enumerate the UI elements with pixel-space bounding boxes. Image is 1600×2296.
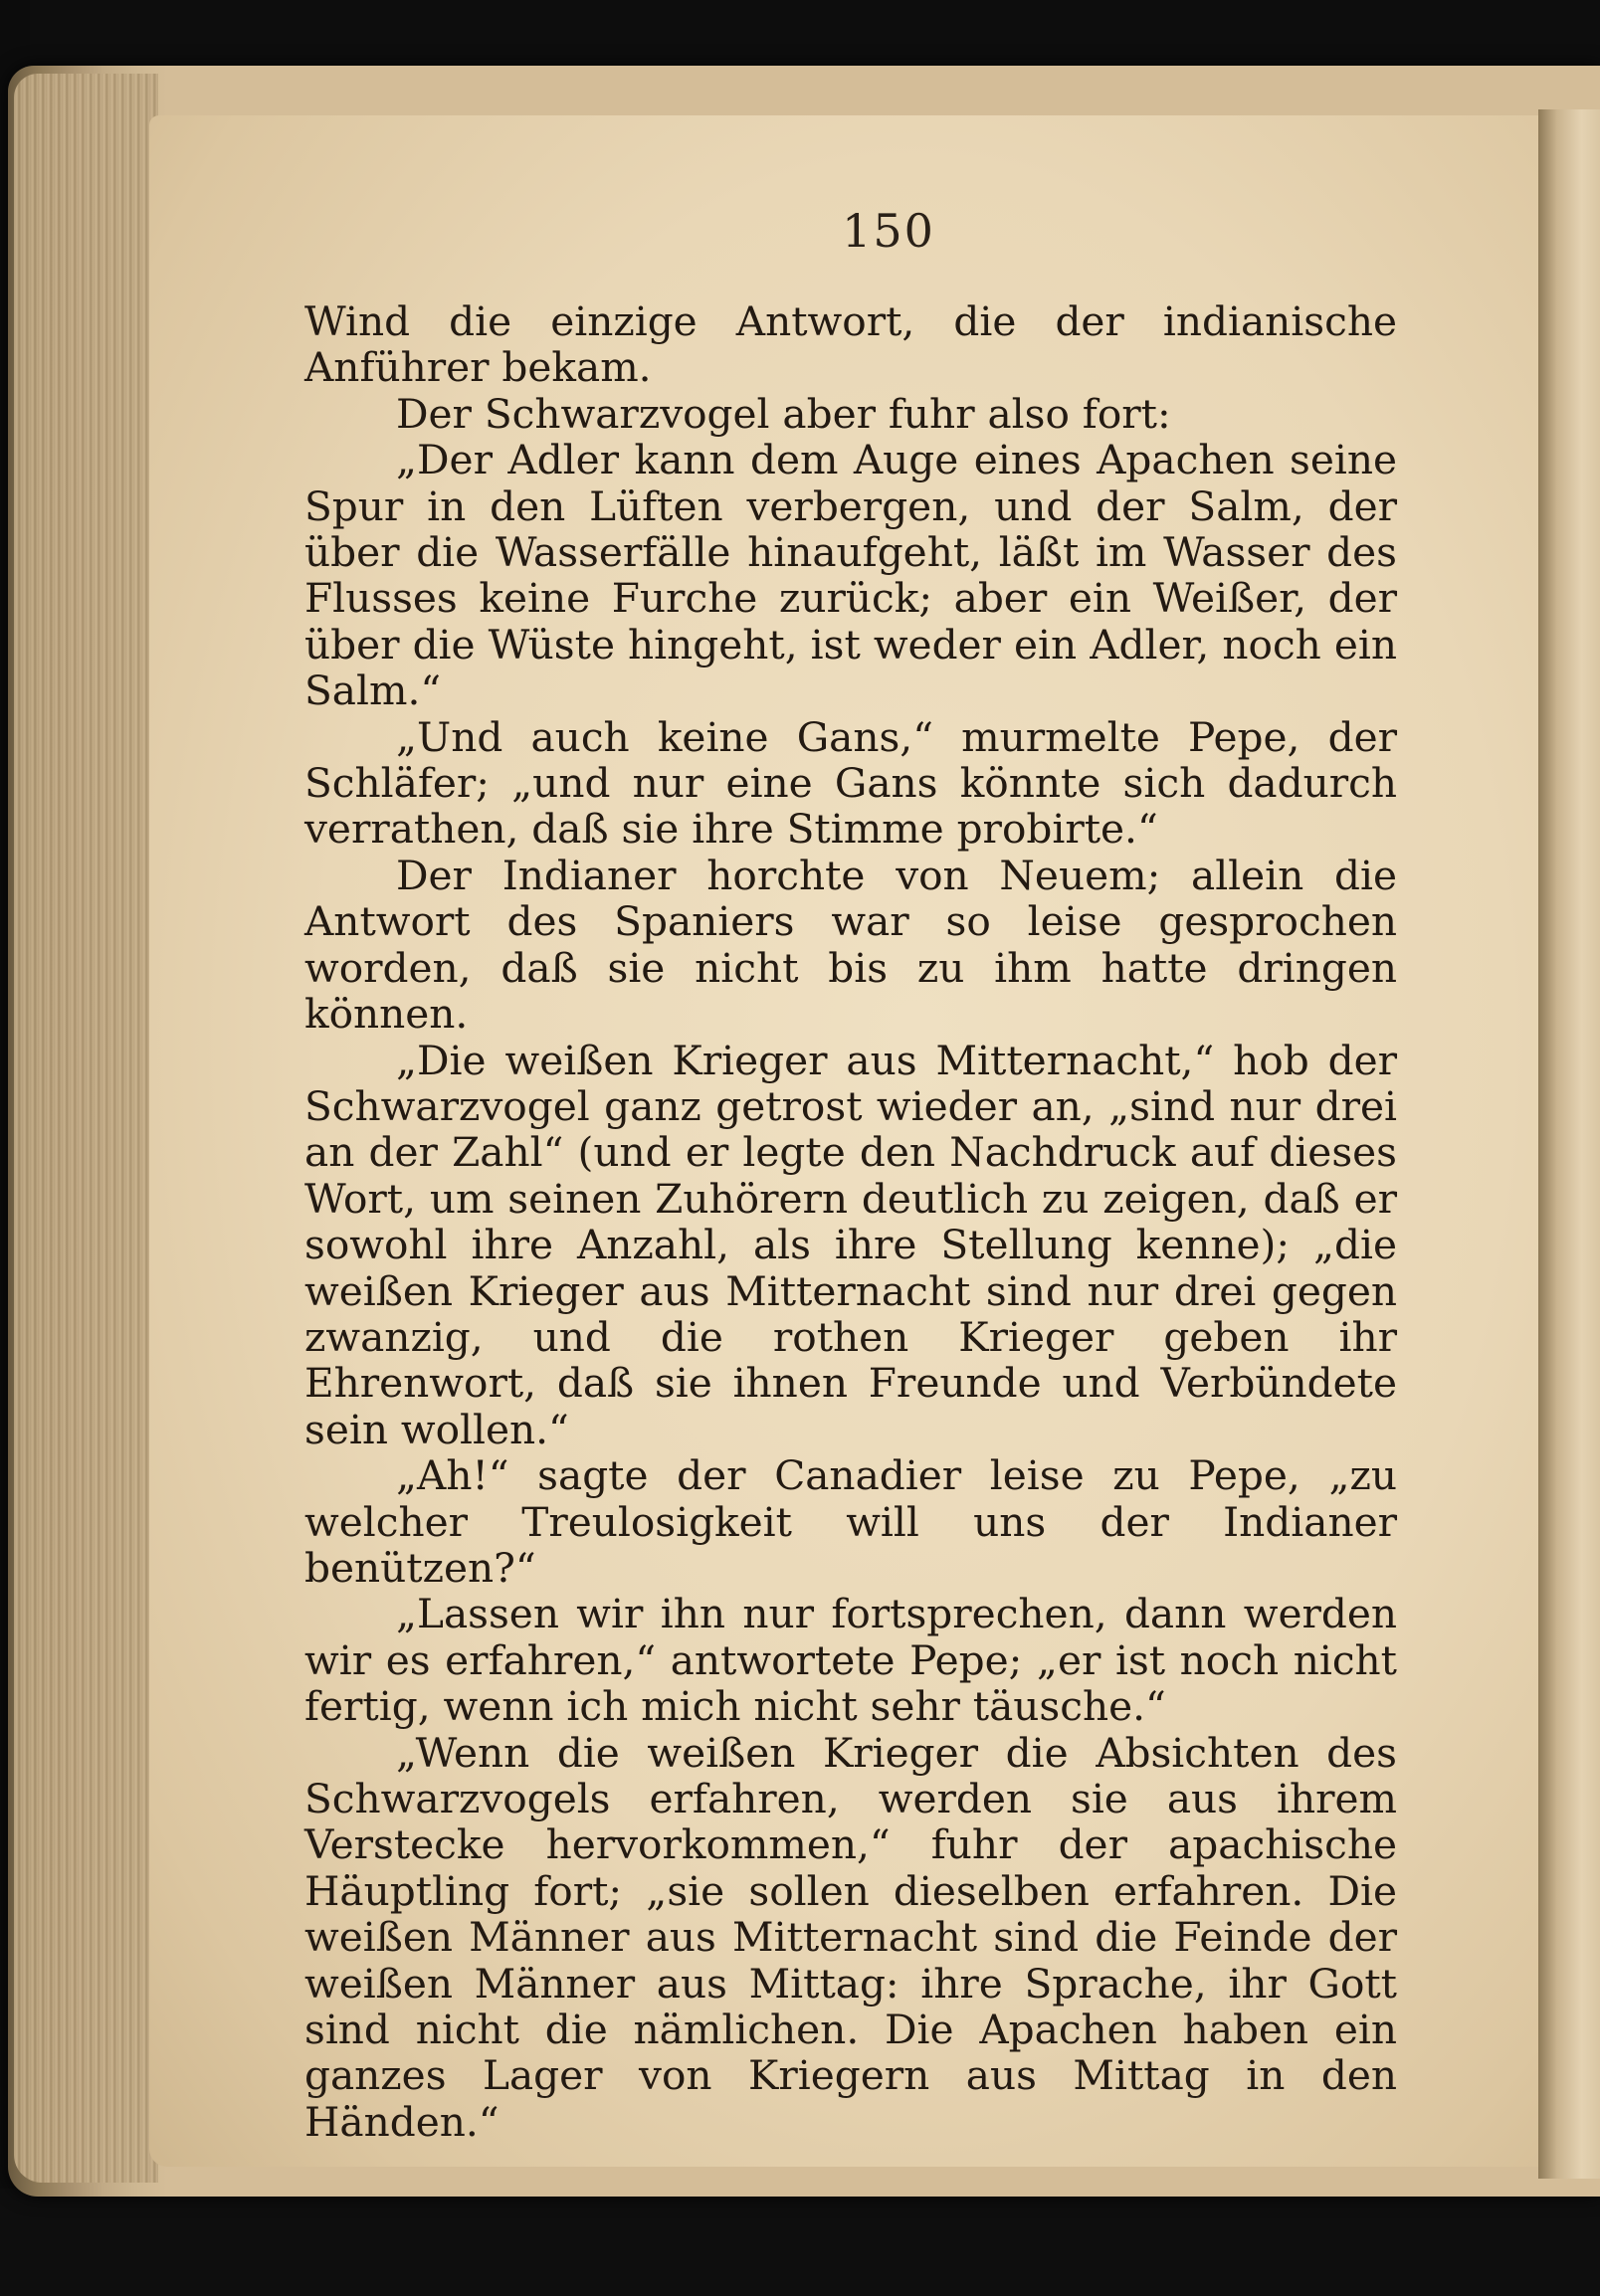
page-edges xyxy=(14,74,158,2183)
body-text xyxy=(304,298,1397,2145)
paragraph: „Lassen wir ihn nur fortsprechen, dann werden wir es erfahren,“ antwortete Pepe; „er ist noch nicht fertig, wenn ich mich nicht sehr täusche.“ xyxy=(304,1590,1397,1731)
background-bottom xyxy=(0,2189,1600,2296)
paragraph: Der Indianer horchte von Neuem; allein die Antwort des Spaniers war so leise gesprochen worden, daß sie nicht bis zu ihm hatte dringen können. xyxy=(304,851,1397,1039)
paragraph: „Die weißen Krieger aus Mitternacht,“ hob der Schwarzvogel ganz getrost wieder an, „sind nur drei an der Zahl“ (und er legte den Nachdruck auf dieses Wort, um seinen Zuhörern deutlich zu zeigen, daß er sowohl ihre Anzahl, als ihre Stellung kenne); „die weißen Krieger aus Mitternacht sind nur drei gegen zwanzig, und die rothen Krieger geben ihr Ehrenwort, daß sie ihnen Freunde und Verbündete sein wollen.“ xyxy=(304,1036,1397,1453)
page-number: 150 xyxy=(842,204,935,258)
paragraph: Wind die einzige Antwort, die der indianische Anführer bekam. xyxy=(304,297,1397,392)
paragraph: „Der Adler kann dem Auge eines Apachen seine Spur in den Lüften verbergen, und der Salm, der über die Wasserfälle hinaufgeht, läßt im Wasser des Flusses keine Furche zurück; aber ein Weißer, der über die Wüste hingeht, ist weder ein Adler, noch ein Salm.“ xyxy=(304,436,1397,715)
paragraph: Der Schwarzvogel aber fuhr also fort: xyxy=(396,389,1171,438)
paragraph: „Ah!“ sagte der Canadier leise zu Pepe, „zu welcher Treulosigkeit will uns der Indianer benützen?“ xyxy=(304,1451,1397,1592)
book-gutter xyxy=(1538,109,1600,2179)
paragraph: „Wenn die weißen Krieger die Absichten des Schwarzvogels erfahren, werden sie aus ihrem Verstecke hervorkommen,“ fuhr der apachische Häuptling fort; „sie sollen dieselben erfahren. Die weißen Männer aus Mitternacht sind die Feinde der weißen Männer aus Mittag: ihre Sprache, ihr Gott sind nicht die nämlichen. Die Apachen haben ein ganzes Lager von Kriegern aus Mittag in den Händen.“ xyxy=(304,1728,1397,2146)
paragraph: „Und auch keine Gans,“ murmelte Pepe, der Schläfer; „und nur eine Gans könnte sich dadurch verrathen, daß sie ihre Stimme probirte.“ xyxy=(304,712,1397,854)
